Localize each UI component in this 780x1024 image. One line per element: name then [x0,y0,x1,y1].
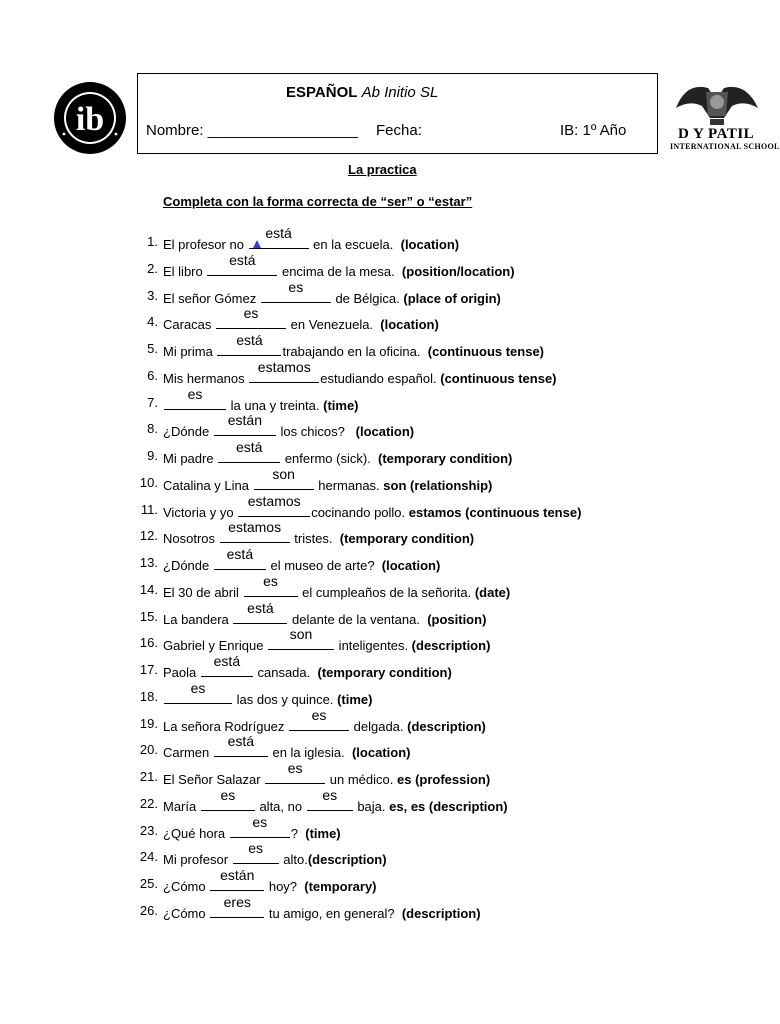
grammar-hint: (position/location) [401,263,515,279]
answer-blank[interactable] [164,679,232,704]
ib-logo-icon [52,80,128,156]
sentence-text: inteligentes. [335,638,412,654]
answer-text: es [288,278,304,295]
course-title-main: ESPAÑOL [286,84,358,101]
sentence-text: las dos y quince. [233,691,338,707]
exercise-item [0,840,768,875]
answer-text: están [227,412,262,429]
answer-text: es [190,679,206,696]
sentence-text: El señor Gómez [163,290,260,306]
answer-blank[interactable] [254,465,314,490]
sentence-text: Mi profesor [163,852,232,868]
exercise-number: 25. [139,876,158,891]
sentence-text: en la iglesia. [268,745,352,761]
answer-blank[interactable] [201,653,253,677]
answer-blank[interactable] [214,546,266,570]
answer-text: es [248,840,264,857]
answer-blank[interactable] [220,519,290,543]
answer-blank[interactable] [268,626,334,650]
answer-text: es [220,786,236,803]
exercise-item [0,278,768,314]
answer-text: está [229,251,256,268]
grammar-hint: es (profession) [397,772,491,787]
sentence-text: ? [290,825,306,841]
grammar-hint: (location) [381,558,441,573]
exercise-sentence [163,572,511,601]
grammar-hint: (location) [400,237,460,252]
answer-text: es [322,786,338,803]
answer-text: está [265,225,292,241]
exercise-item [0,385,768,421]
exercise-number: 16. [139,635,158,651]
answer-blank[interactable] [233,599,287,624]
grammar-hint: (location) [380,317,439,333]
course-title [286,84,438,101]
sentence-text: encima de la mesa. [278,263,402,279]
sentence-text: ¿Cómo [163,879,210,894]
exercise-number: 14. [139,581,158,597]
grammar-hint: son (relationship) [383,477,493,493]
exercise-item [0,813,768,849]
exercise-item [0,706,768,742]
exercise-item [0,412,768,447]
sentence-text: de Bélgica. [331,290,404,306]
sentence-text: Mi prima [163,344,217,359]
grammar-hint: (continuous tense) [440,370,557,386]
grammar-hint: (time) [305,825,341,841]
exercise-item [0,332,768,367]
answer-blank[interactable] [217,332,281,356]
exercise-item [0,305,768,340]
exercise-item [0,358,768,394]
exercise-item [0,572,768,608]
sentence-text: Carmen [163,745,213,761]
exercise-number: 3. [147,287,158,303]
sentence-text: ¿Dónde [163,424,213,440]
exercise-item [0,626,768,661]
answer-text: es [252,813,268,830]
exercise-item [0,439,768,474]
sentence-text: en Venezuela. [287,317,381,333]
exercise-number: 2. [147,260,158,276]
grammar-hint: (description) [407,718,486,734]
answer-text: está [235,439,263,455]
answer-blank[interactable] [164,385,226,410]
exercise-sentence [163,519,475,547]
answer-blank[interactable] [214,733,268,757]
exercise-sentence [163,492,582,521]
sentence-text: El 30 de abril [163,584,243,600]
sentence-text: El libro [163,263,207,279]
sentence-text: alta, no [255,798,306,814]
sentence-text: Mi padre [163,451,218,466]
answer-text: está [247,599,274,616]
exercise-number: 1. [147,234,158,249]
sentence-text: alto. [279,852,308,868]
sentence-text: tu amigo, en general? [265,905,402,921]
answer-blank[interactable] [218,439,280,463]
exercise-number: 22. [139,795,158,811]
nombre-field: Nombre: __________________ [146,122,358,139]
answer-blank[interactable] [249,358,319,383]
answer-blank[interactable] [210,893,264,918]
exercise-sentence [163,626,491,654]
course-title-level: Ab Initio SL [361,84,439,101]
sentence-text: la una y treinta. [227,397,324,413]
exercise-sentence [163,679,373,708]
sentence-text: ¿Cómo [163,905,210,921]
grammar-hint: (place of origin) [403,290,501,306]
exercise-item [0,760,768,795]
sentence-text: el cumpleaños de la señorita. [298,584,475,600]
grammar-hint: (description) [401,905,481,921]
exercise-sentence [163,893,481,922]
exercise-sentence [163,251,515,280]
exercise-number: 26. [139,902,158,918]
answer-text: es [287,760,303,776]
exercise-sentence [163,760,491,788]
school-subtitle: INTERNATIONAL SCHOOL [670,142,780,151]
exercise-number: 23. [139,822,158,838]
exercise-item [0,893,768,929]
exercise-sentence [163,733,411,761]
exercise-sentence [163,867,377,895]
sentence-text: El profesor no [163,237,248,252]
sentence-text: La señora Rodríguez [163,718,289,734]
sentence-text: hoy? [265,879,305,894]
exercise-item [0,653,768,688]
sentence-text: tristes. [290,531,340,547]
grammar-hint: estamos (continuous tense) [408,504,582,520]
exercise-number: 6. [147,367,158,383]
exercise-sentence [163,385,359,414]
exercise-item [0,225,768,260]
grammar-hint: (continuous tense) [427,344,545,359]
sentence-text: La bandera [163,611,233,627]
grammar-hint: (temporary condition) [317,665,452,680]
sentence-text: los chicos? [276,424,356,440]
answer-text: es [187,385,203,402]
exercise-number: 17. [139,662,158,677]
exercise-number: 7. [147,394,158,410]
school-logo [666,78,780,156]
exercise-number: 21. [139,769,158,784]
answer-blank[interactable] [207,251,277,276]
exercise-number: 10. [139,474,158,490]
grammar-hint: (temporary condition) [339,531,475,547]
text-cursor-icon [253,240,261,248]
exercise-sentence [163,786,508,815]
exercise-sentence [163,305,439,333]
sentence-text: cocinando pollo. [311,504,409,520]
fecha-field: Fecha: [376,122,422,139]
exercise-sentence [163,439,513,467]
answer-blank[interactable] [289,706,349,731]
answer-blank[interactable] [201,786,255,811]
answer-text: está [226,546,254,562]
exercise-number: 12. [139,528,158,544]
answer-text: estamos [228,519,282,536]
exercise-item [0,599,768,635]
answer-text: está [236,332,263,348]
exercise-number: 15. [139,608,158,624]
exercise-number: 13. [139,555,158,570]
exercise-number: 4. [147,314,158,330]
grammar-hint: es, es (description) [389,798,508,814]
sentence-text: Caracas [163,317,216,333]
sentence-text: ¿Qué hora [163,825,229,841]
exercise-item [0,519,768,554]
exercise-number: 24. [139,849,158,865]
exercise-number: 18. [139,688,158,704]
grammar-hint: (temporary condition) [378,451,513,466]
exercise-item [0,465,768,501]
sentence-text: el museo de arte? [266,558,382,573]
grammar-hint: (time) [337,691,373,707]
instructions: Completa con la forma correcta de “ser” o “estar” [163,194,473,209]
exercise-sentence [163,653,452,681]
exercise-sentence [163,278,501,307]
exercise-sentence [163,225,460,253]
exercise-sentence [163,813,341,842]
exercise-sentence [163,358,557,387]
answer-text: son [289,626,313,643]
answer-text: es [243,305,259,322]
answer-blank[interactable] [249,225,309,249]
answer-blank[interactable] [238,492,310,517]
exercise-sentence [163,465,493,494]
answer-blank[interactable] [233,840,279,864]
exercise-item [0,546,768,581]
answer-text: es [263,572,278,589]
sentence-text: hermanas. [314,477,384,493]
grammar-hint: (location) [355,424,415,440]
sentence-text: cansada. [253,665,318,680]
sentence-text: El Señor Salazar [163,772,265,787]
answer-text: son [272,465,295,482]
sentence-text: ¿Dónde [163,558,213,573]
exercise-item [0,786,768,822]
sentence-text: Paola [163,665,200,680]
answer-blank[interactable] [261,278,331,303]
grammar-hint: (position) [427,611,487,627]
exercise-number: 9. [147,448,158,463]
sentence-text: Victoria y yo [163,504,238,520]
answer-blank[interactable] [230,813,290,838]
lesson-title: La practica [348,162,417,177]
exercise-sentence [163,546,441,574]
exercise-sentence [163,332,545,360]
sentence-text: Mis hermanos [163,370,249,386]
sentence-text: baja. [353,798,390,814]
grammar-hint: (temporary) [304,879,377,894]
exercise-number: 5. [147,341,158,356]
sentence-text: trabajando en la oficina. [282,344,428,359]
grammar-hint: (description) [411,638,491,654]
grammar-hint: (description) [307,852,387,868]
exercise-number: 19. [139,715,158,731]
answer-blank[interactable] [307,786,353,811]
answer-text: estamos [247,492,301,509]
exercise-item [0,733,768,768]
exercise-sentence [163,599,487,628]
header-box [137,73,658,154]
sentence-text: delante de la ventana. [288,611,428,627]
sentence-text: delgada. [350,718,408,734]
answer-blank[interactable] [210,867,264,891]
exercise-sentence [163,840,387,868]
answer-text: eres [223,893,251,910]
answer-text: está [213,653,241,669]
exercise-sentence [163,706,486,735]
sentence-text: un médico. [326,772,397,787]
answer-blank[interactable] [244,572,298,597]
ib-logo-letters: ib [75,101,105,138]
answer-text: está [227,733,255,750]
exercise-item [0,679,768,715]
exercise-number: 11. [140,501,158,517]
sentence-text: enfermo (sick). [281,451,378,466]
answer-text: están [220,867,255,883]
exercise-sentence [163,412,415,440]
sentence-text: Catalina y Lina [163,477,253,493]
sentence-text: María [163,798,200,814]
answer-blank[interactable] [216,305,286,329]
answer-blank[interactable] [214,412,276,436]
exercise-item [0,867,768,902]
school-name: D Y PATIL [678,126,755,142]
sentence-text: en la escuela. [309,237,401,252]
grammar-hint: (location) [351,745,411,761]
exercise-item [0,251,768,287]
exercise-number: 20. [139,742,158,758]
grammar-hint: (time) [323,397,359,413]
sentence-text: estudiando español. [320,370,441,386]
grammar-hint: (date) [474,584,511,600]
exercise-number: 8. [147,421,158,437]
answer-text: estamos [257,358,311,375]
sentence-text: Gabriel y Enrique [163,638,268,654]
exercise-item [0,492,768,528]
answer-text: es [311,706,327,723]
ib-year-label: IB: 1º Año [560,122,627,139]
crest-icon [666,78,768,128]
answer-blank[interactable] [265,760,325,784]
sentence-text: Nosotros [163,531,219,547]
